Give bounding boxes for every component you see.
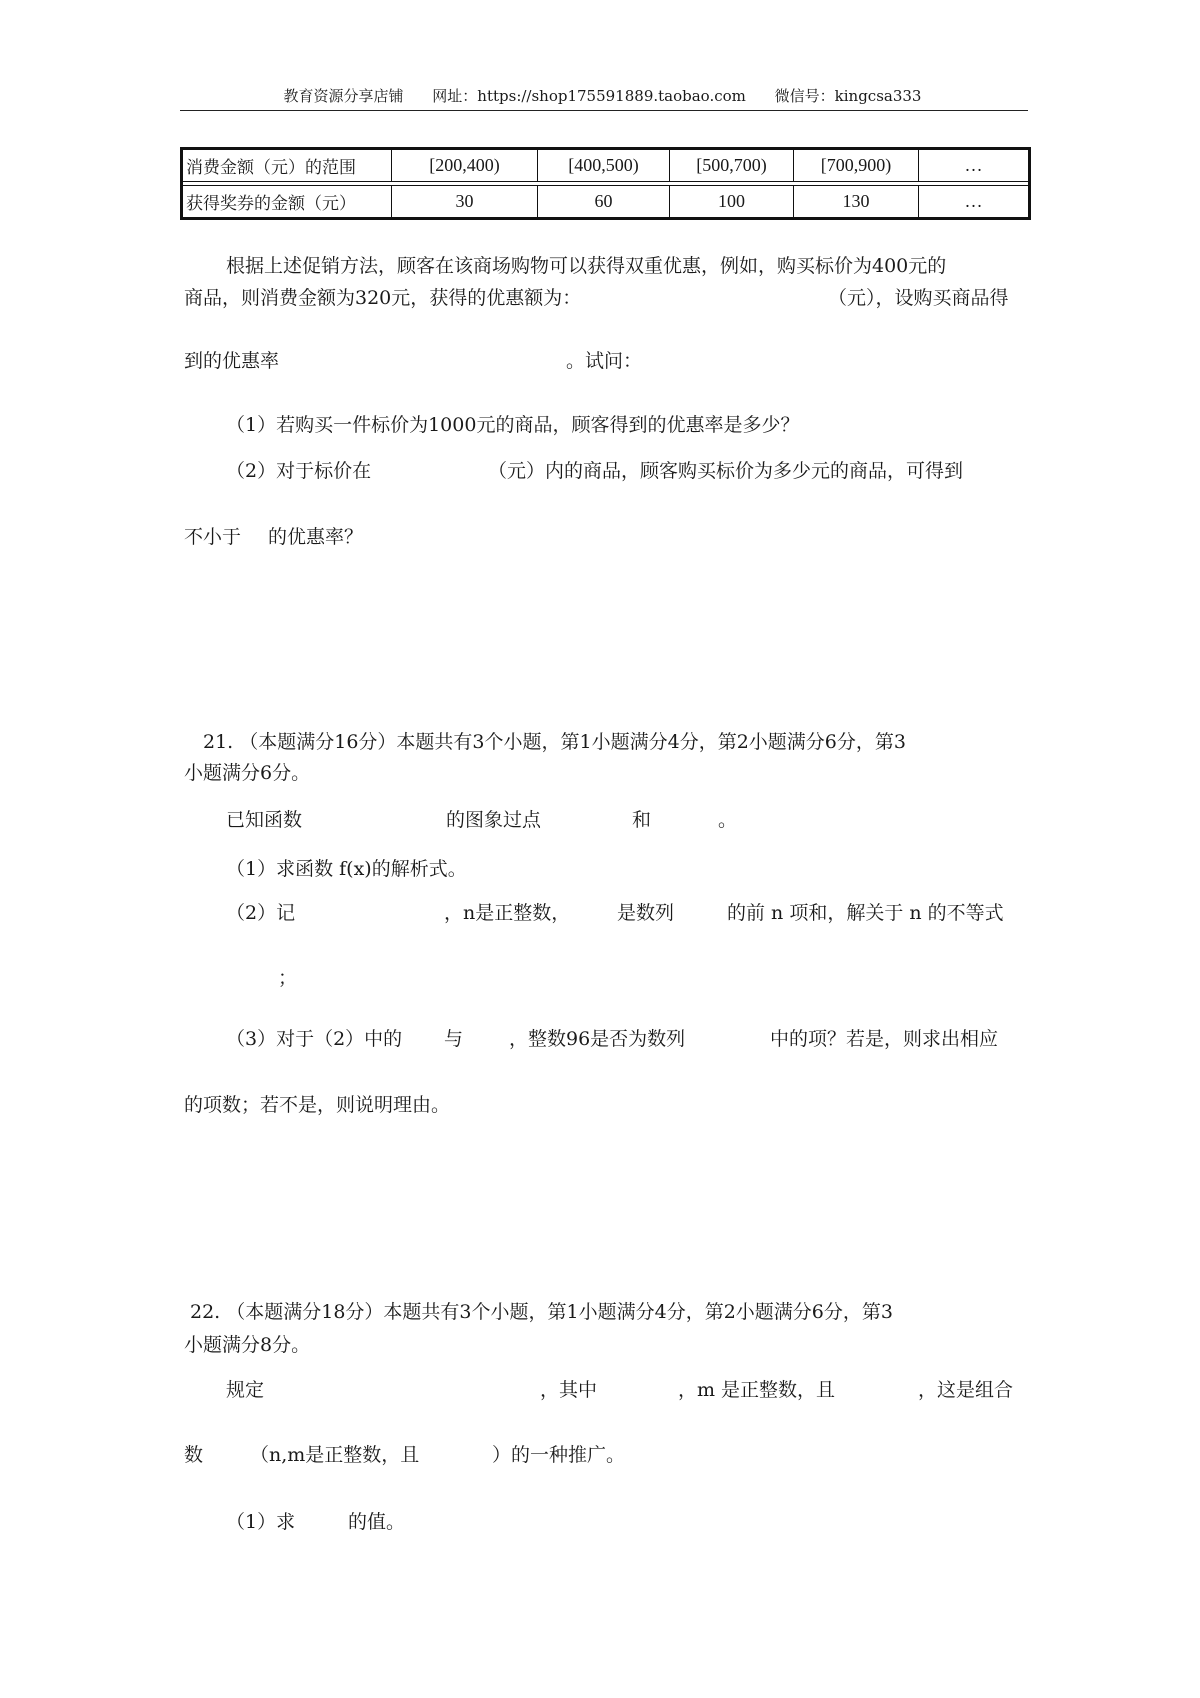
q22-subquestion-1a: （1）求 xyxy=(226,1511,296,1533)
q22-definition-b: ，其中 xyxy=(540,1379,598,1401)
table-cell: [700,900) xyxy=(794,149,919,182)
q22-definition-a: 规定 xyxy=(226,1379,265,1401)
table-cell: … xyxy=(919,149,1030,182)
q21-heading-line1: 21. （本题满分16分）本题共有3个小题，第1小题满分4分，第2小题满分6分，第3 xyxy=(203,731,906,753)
q21-subquestion-2b: ，n是正整数， xyxy=(444,902,571,924)
q21-given-b: 的图象过点 xyxy=(446,809,542,831)
q22-heading-line1: 22. （本题满分18分）本题共有3个小题，第1小题满分4分，第2小题满分6分，第3 xyxy=(190,1301,893,1323)
q20-paragraph-line3b: 。试问： xyxy=(566,350,643,372)
q21-subquestion-3d: 中的项？若是，则求出相应 xyxy=(770,1028,999,1050)
q21-heading-line2: 小题满分6分。 xyxy=(184,762,311,784)
q21-subquestion-2a: （2）记 xyxy=(226,902,296,924)
q21-subquestion-2d: 的前 n 项和，解关于 n 的不等式 xyxy=(727,902,1004,924)
table-cell: [500,700) xyxy=(670,149,794,182)
q21-given-c: 和 xyxy=(632,809,652,831)
q22-definition2-c: ）的一种推广。 xyxy=(492,1444,626,1466)
table-cell: 60 xyxy=(538,186,670,219)
q20-subquestion-2c: 不小于 xyxy=(184,526,242,548)
page-header xyxy=(180,86,1025,106)
table-cell: 100 xyxy=(670,186,794,219)
q20-subquestion-2d: 的优惠率？ xyxy=(268,526,364,548)
header-wechat: 微信号：kingcsa333 xyxy=(774,87,922,105)
row-label: 获得奖券的金额（元） xyxy=(182,186,392,219)
table-cell: … xyxy=(919,186,1030,219)
table-row xyxy=(182,186,1030,219)
q21-subquestion-2e: ； xyxy=(278,967,298,989)
q21-subquestion-3b: 与 xyxy=(444,1028,464,1050)
q21-given-a: 已知函数 xyxy=(226,809,303,831)
table-cell: [400,500) xyxy=(538,149,670,182)
q21-subquestion-2c: 是数列 xyxy=(617,902,675,924)
q20-paragraph-line1: 根据上述促销方法，顾客在该商场购物可以获得双重优惠，例如，购买标价为400元的 xyxy=(226,255,947,277)
q20-paragraph-line2a: 商品，则消费金额为320元，获得的优惠额为： xyxy=(184,287,582,309)
promotion-table xyxy=(180,147,1031,220)
header-shop: 教育资源分享店铺 xyxy=(283,87,404,105)
table-cell: [200,400) xyxy=(392,149,538,182)
row-label: 消费金额（元）的范围 xyxy=(182,149,392,182)
q20-paragraph-line3a: 到的优惠率 xyxy=(184,350,280,372)
q20-paragraph-line2b: （元），设购买商品得 xyxy=(828,287,1009,309)
q22-definition2-a: 数 xyxy=(184,1444,204,1466)
table-cell: 30 xyxy=(392,186,538,219)
q21-subquestion-1: （1）求函数 f(x)的解析式。 xyxy=(226,858,467,880)
q22-subquestion-1b: 的值。 xyxy=(348,1511,406,1533)
header-url: 网址：https://shop175591889.taobao.com xyxy=(432,87,746,105)
q20-subquestion-1: （1）若购买一件标价为1000元的商品，顾客得到的优惠率是多少？ xyxy=(226,414,800,436)
q20-subquestion-2a: （2）对于标价在 xyxy=(226,460,372,482)
q21-subquestion-3a: （3）对于（2）中的 xyxy=(226,1028,403,1050)
q21-given-d: 。 xyxy=(718,809,738,831)
q22-definition2-b: （n,m是正整数，且 xyxy=(250,1444,420,1466)
q21-subquestion-3e: 的项数；若不是，则说明理由。 xyxy=(184,1094,451,1116)
q22-definition-d: ，这是组合 xyxy=(918,1379,1014,1401)
table-cell: 130 xyxy=(794,186,919,219)
table-row xyxy=(182,149,1030,182)
q22-heading-line2: 小题满分8分。 xyxy=(184,1334,311,1356)
q22-definition-c: ，m 是正整数，且 xyxy=(678,1379,836,1401)
header-rule xyxy=(180,110,1028,111)
q20-subquestion-2b: （元）内的商品，顾客购买标价为多少元的商品，可得到 xyxy=(488,460,964,482)
q21-subquestion-3c: ，整数96是否为数列 xyxy=(509,1028,686,1050)
